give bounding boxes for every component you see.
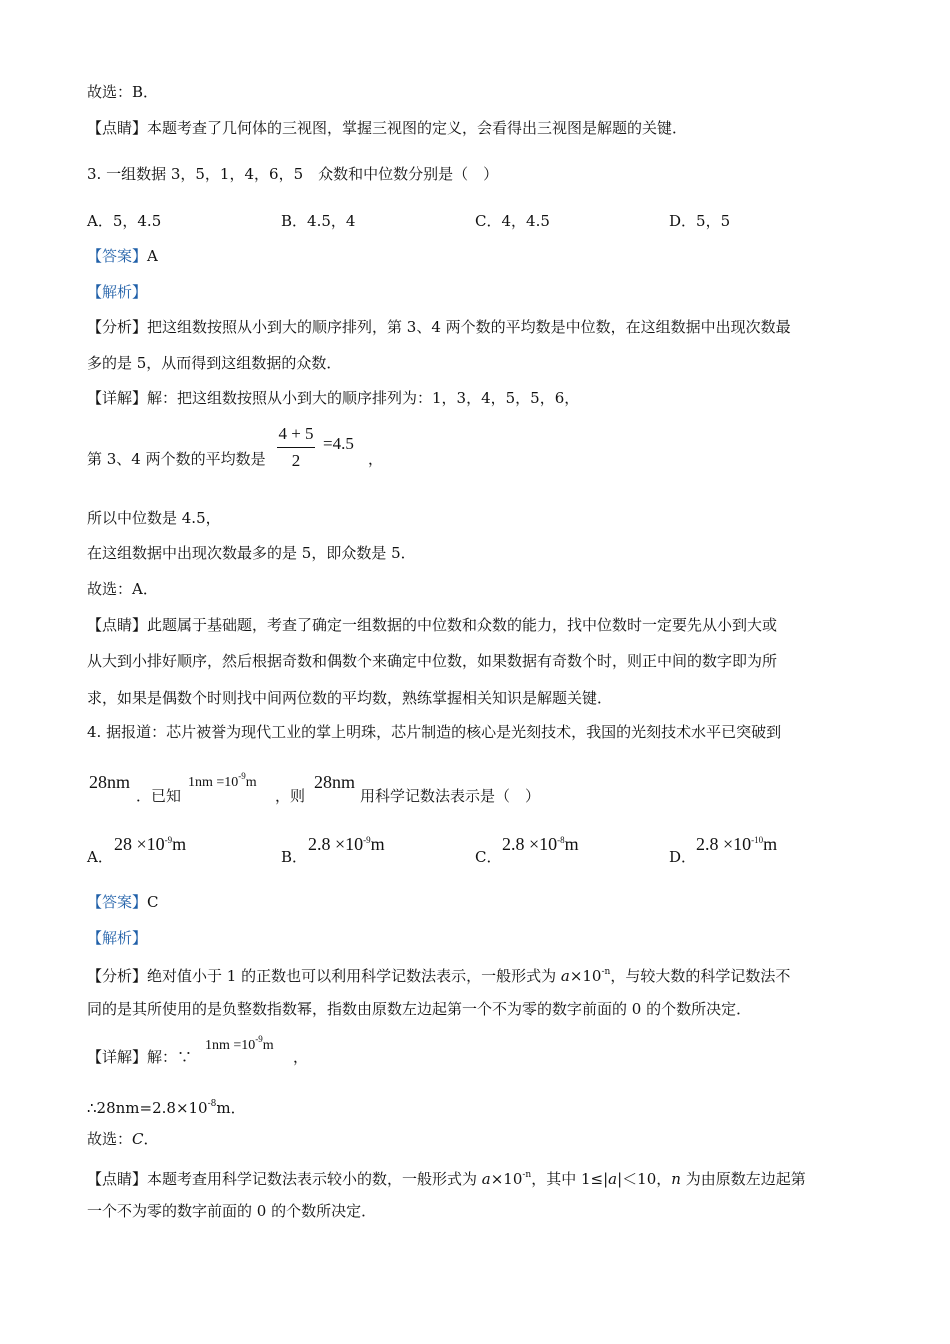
fraction-bar bbox=[277, 447, 315, 448]
option-letter: C． bbox=[475, 848, 502, 866]
q3-choose-line: 故选：A． bbox=[87, 580, 158, 598]
q4-known-text: ．已知 bbox=[136, 787, 182, 805]
option-expression: $2.8 \times 10^{-8}m$ bbox=[502, 834, 579, 854]
option-expression: $28 \times 10^{-9}m$ bbox=[114, 834, 187, 854]
q3-option-d: D．5，5 bbox=[669, 212, 731, 230]
q3-median-line: 所以中位数是 4.5， bbox=[87, 509, 221, 527]
q4-result-line: $\therefore 28nm=2.8\times 10^{-8}m$． bbox=[87, 1099, 246, 1117]
q3-summary-line-2: 从大到小排好顺序，然后根据奇数和偶数个来确定中位数，如果数据有奇数个时，则正中间的数字即为所 bbox=[87, 652, 778, 670]
q4-1nm-expression bbox=[188, 771, 257, 791]
q4-28nm-a: 28nm bbox=[89, 772, 131, 792]
option-expression: $2.8 \times 10^{-10}m$ bbox=[696, 834, 778, 854]
line-summary-q2: 【点睛】本题考查了几何体的三视图，掌握三视图的定义，会看得出三视图是解题的关键． bbox=[87, 119, 688, 137]
question-3-stem: 3. 一组数据 3，5，1，4，6，5 众数和中位数分别是（ ） bbox=[87, 165, 499, 183]
q3-option-a: A．5，4.5 bbox=[87, 212, 162, 230]
answer-value: C bbox=[147, 893, 159, 911]
q3-average-text: 第 3、4 两个数的平均数是 bbox=[87, 450, 266, 468]
expr-exponent: -9 bbox=[238, 771, 246, 781]
q3-fraction bbox=[277, 424, 315, 471]
q3-option-c: C．4，4.5 bbox=[475, 212, 550, 230]
q4-then-text: ，则 bbox=[275, 787, 306, 805]
q4-choose-line: 故选：C． bbox=[87, 1130, 159, 1148]
q3-fraction-result: =4.5 bbox=[323, 434, 354, 453]
option-letter: A． bbox=[87, 848, 113, 866]
q4-detail-post: ， bbox=[293, 1048, 309, 1066]
line-choose-b: 故选：B． bbox=[87, 83, 159, 101]
q3-analysis-line-1: 【分析】把这组数按照从小到大的顺序排列，第 3、4 两个数的平均数是中位数，在这组数据中出现次数最 bbox=[87, 318, 791, 336]
q3-summary-line-3: 求，如果是偶数个时则找中间两位数的平均数，熟练掌握相关知识是解题关键． bbox=[87, 689, 613, 707]
option-expression: $2.8 \times 10^{-9}m$ bbox=[308, 834, 385, 854]
q4-summary-line-1: 【点睛】本题考查用科学记数法表示较小的数，一般形式为 $a\times 10^{-n}$，其中 1≤|a|＜10，n 为由原数左边起第 bbox=[87, 1170, 806, 1188]
fraction-numerator: 4 + 5 bbox=[278, 424, 314, 443]
q3-mode-line: 在这组数据中出现次数最多的是 5，即众数是 5． bbox=[87, 544, 416, 562]
fraction-denominator: 2 bbox=[291, 451, 301, 470]
expr-base: 1nm =10 bbox=[188, 775, 239, 790]
answer-tag: 【答案】 bbox=[87, 247, 148, 265]
q4-detail-expression: $1nm =10^{-9}m$ bbox=[205, 1034, 274, 1053]
q4-analysis-tag: 【解析】 bbox=[87, 929, 148, 947]
option-letter: B． bbox=[281, 848, 308, 866]
question-4-stem-line-1: 4. 据报道：芯片被誉为现代工业的掌上明珠，芯片制造的核心是光刻技术，我国的光刻技术水平已突破到 bbox=[87, 723, 782, 741]
answer-value: A bbox=[147, 247, 158, 265]
q3-summary-line-1: 【点睛】此题属于基础题，考查了确定一组数据的中位数和众数的能力，找中位数时一定要先从小到大或 bbox=[87, 616, 778, 634]
q4-answer bbox=[87, 893, 159, 911]
q4-28nm-b: 28nm bbox=[314, 772, 356, 792]
q3-analysis-line-2: 多的是 5，从而得到这组数据的众数． bbox=[87, 354, 342, 372]
q4-analysis-line-1: 【分析】绝对值小于 1 的正数也可以利用科学记数法表示，一般形式为 $a\times 10^{-n}$，与较大数的科学记数法不 bbox=[87, 967, 791, 985]
q4-summary-line-2: 一个不为零的数字前面的 0 的个数所决定． bbox=[87, 1202, 377, 1220]
q4-analysis-line-2: 同的是其所使用的是负整数指数幂，指数由原数左边起第一个不为零的数字前面的 0 的个数所决定． bbox=[87, 1000, 752, 1018]
q3-detail-line: 【详解】解：把这组数按照从小到大的顺序排列为：1，3，4，5，5，6， bbox=[87, 389, 580, 407]
answer-tag: 【答案】 bbox=[87, 893, 148, 911]
q3-analysis-tag: 【解析】 bbox=[87, 283, 148, 301]
option-letter: D． bbox=[669, 848, 697, 866]
q3-average-post: ， bbox=[368, 450, 384, 468]
q3-answer bbox=[87, 247, 158, 265]
expr-unit: m bbox=[245, 775, 257, 790]
q4-detail-text: 【详解】解：∵ bbox=[87, 1048, 193, 1066]
q3-option-b: B．4.5，4 bbox=[281, 212, 356, 230]
q4-stem-tail: 用科学记数法表示是（ ） bbox=[360, 787, 541, 805]
